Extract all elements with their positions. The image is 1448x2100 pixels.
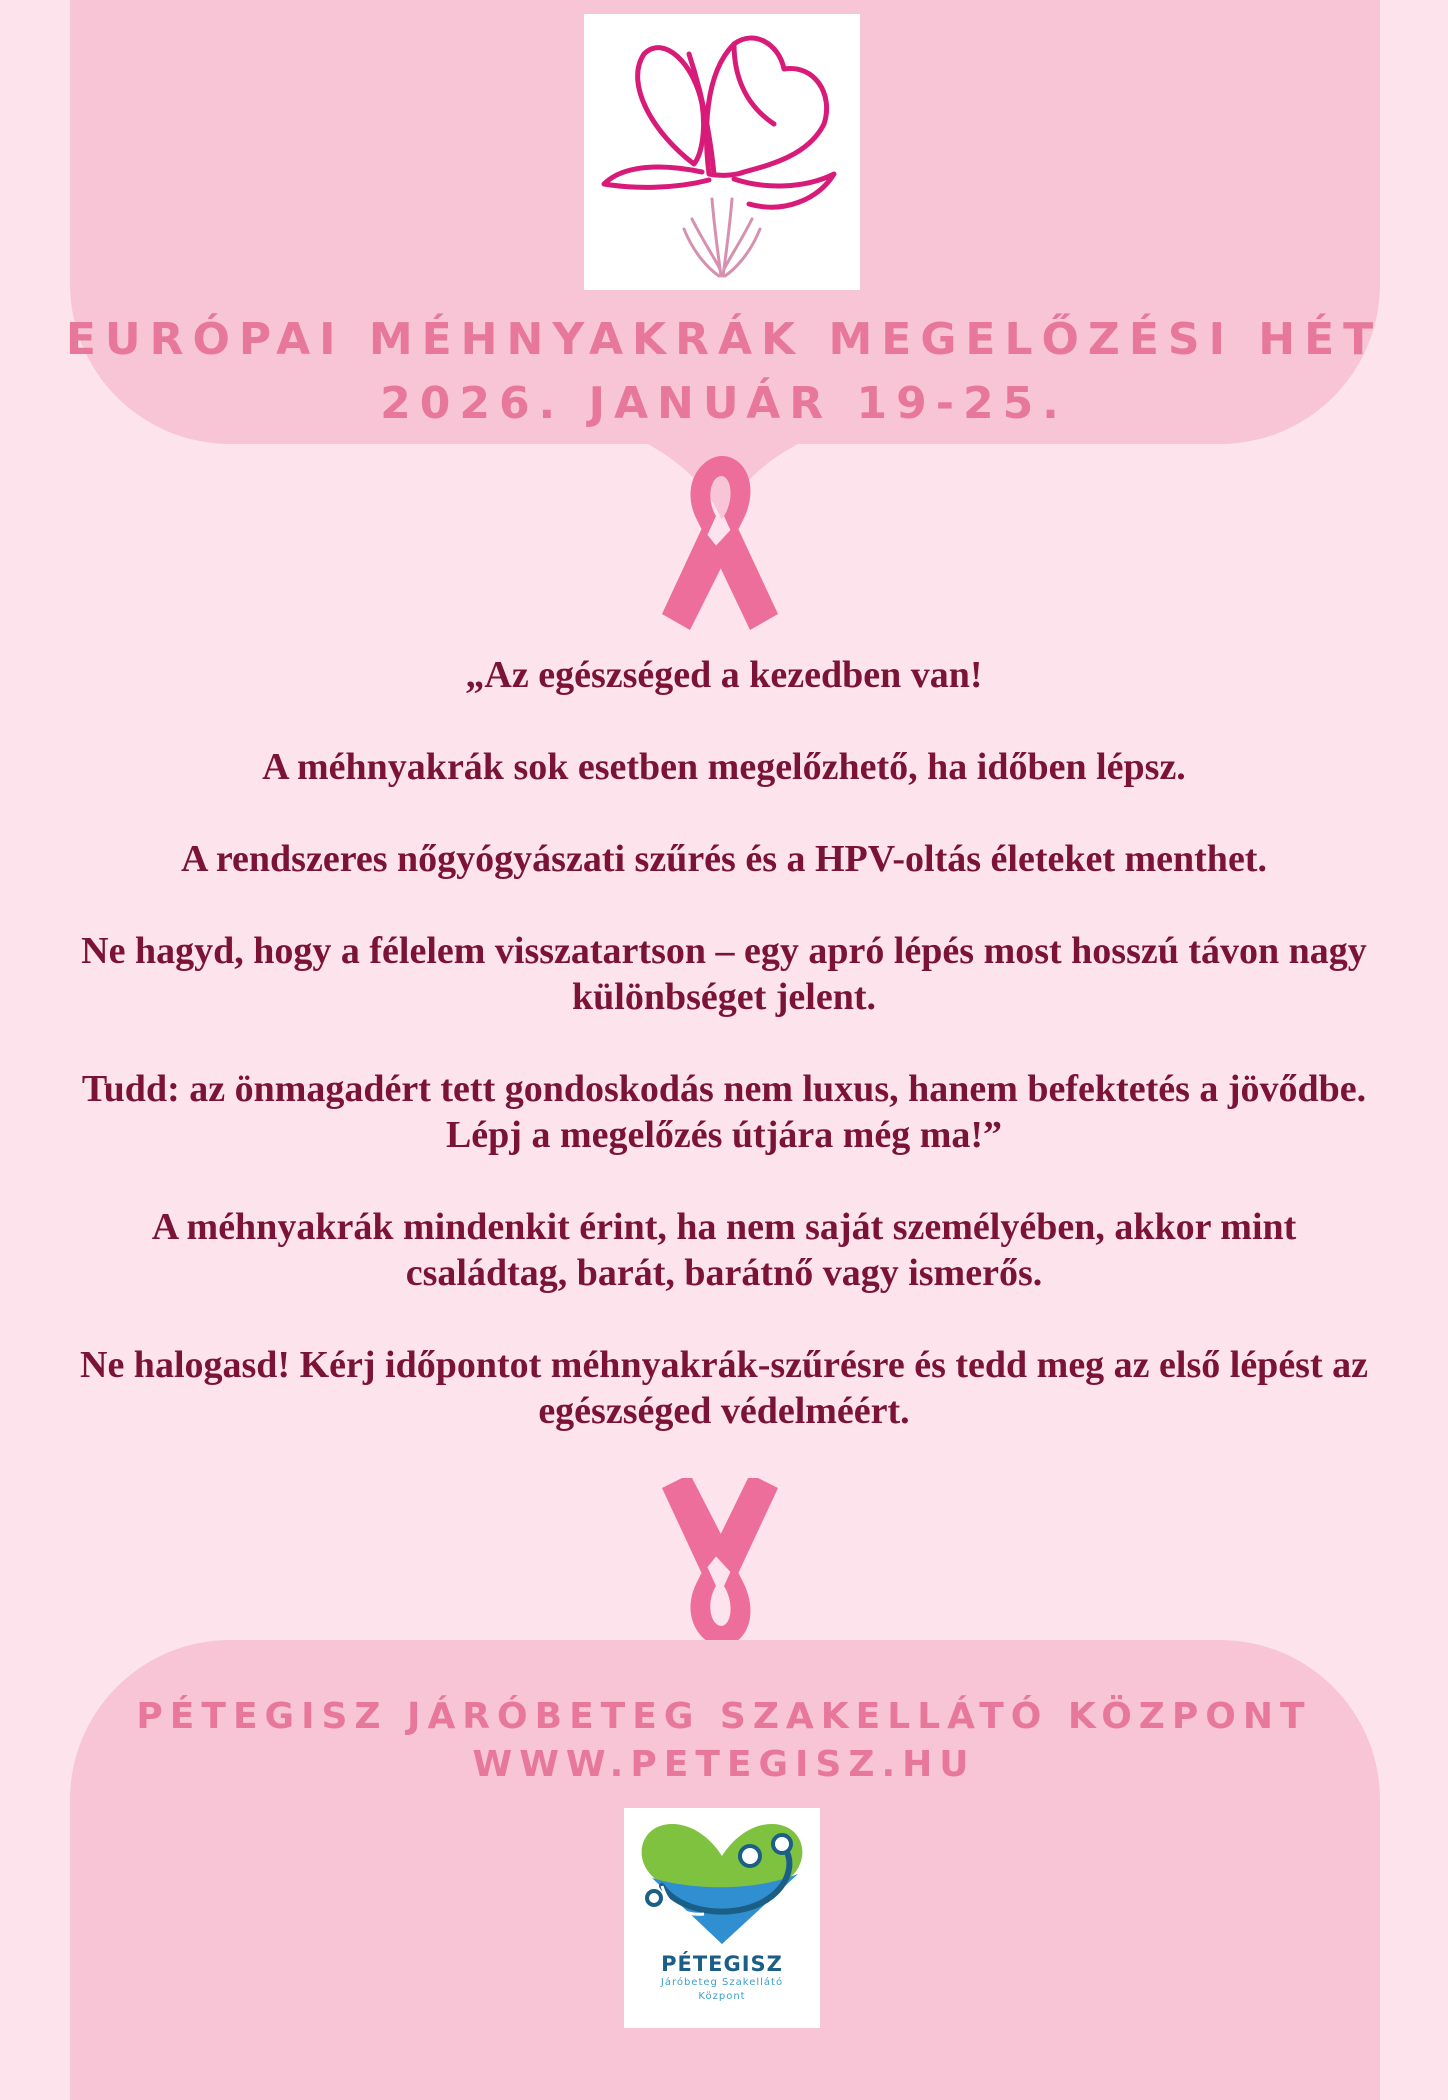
organization-name: PÉTEGISZ JÁRÓBETEG SZAKELLÁTÓ KÖZPONT [136, 1696, 1312, 1737]
flower-hands-logo-icon [584, 14, 860, 290]
pink-ribbon-icon [650, 454, 790, 634]
logo-subtitle: Központ [698, 1991, 746, 2002]
paragraph-fear: Ne hagyd, hogy a félelem visszatartson – egy apró lépés most hosszú távon nagy különbséget jelent. [81, 930, 1367, 1018]
paragraph-affects-everyone: A méhnyakrák mindenkit érint, ha nem saját személyében, akkor mint családtag, barát, barátnő vagy ismerős. [151, 1206, 1297, 1294]
paragraph-self-care: Tudd: az önmagadért tett gondoskodás nem luxus, hanem befektetés a jövődbe. Lépj a megelőzés útjára még ma!” [81, 1068, 1367, 1156]
petegisz-logo [624, 1808, 820, 2028]
pink-ribbon-icon [650, 1478, 790, 1648]
paragraph-intro: „Az egészséged a kezedben van! [465, 654, 983, 696]
paragraph-screening: A rendszeres nőgyógyászati szűrés és a HPV-oltás életeket menthet. [181, 838, 1267, 880]
body-text [70, 652, 1378, 1480]
website-url: WWW.PETEGISZ.HU [472, 1744, 976, 1785]
logo-name: PÉTEGISZ [661, 1952, 783, 1976]
heart-stethoscope-logo-icon [632, 1816, 812, 1946]
page-title: EURÓPAI MÉHNYAKRÁK MEGELŐZÉSI HÉT [65, 314, 1383, 365]
logo-subtitle: Járóbeteg Szakellátó [660, 1977, 784, 1988]
paragraph-prevention: A méhnyakrák sok esetben megelőzhető, ha időben lépsz. [262, 746, 1186, 788]
paragraph-call-to-action: Ne halogasd! Kérj időpontot méhnyakrák-szűrésre és tedd meg az első lépést az egészséged védelméért. [80, 1344, 1368, 1432]
event-date: 2026. JANUÁR 19-25. [380, 378, 1068, 429]
